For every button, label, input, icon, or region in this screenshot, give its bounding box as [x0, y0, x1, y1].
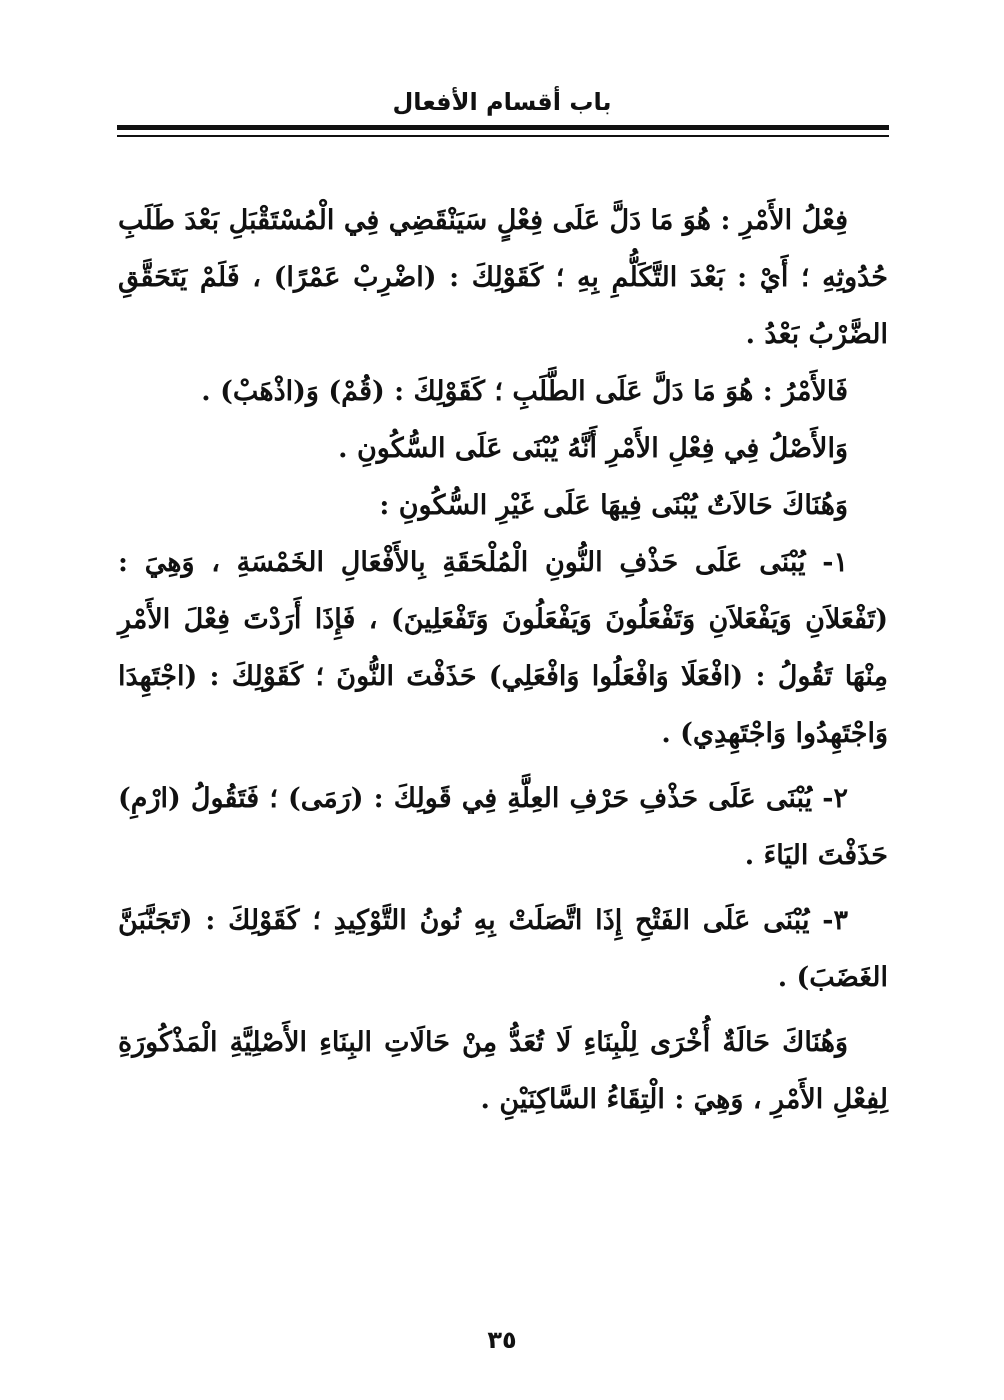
paragraph-other-case: وَهُنَاكَ حَالَةٌ أُخْرَى لِلْبِنَاءِ لَا تُعَدُّ مِنْ حَالَاتِ البِنَاءِ الأَصْلِيَّةِ الْمَذْكُورَةِ لِفِعْلِ الأَمْرِ ، وَهِيَ : الْتِقَاءُ السَّاكِنَيْنِ .: [118, 1027, 888, 1115]
page-header-title: باب أقسام الأفعال: [392, 88, 612, 116]
paragraph-case-3: ٣- يُبْنَى عَلَى الفَتْحِ إِذَا اتَّصَلَتْ بِهِ نُونُ التَّوْكِيدِ ؛ كَقَوْلِكَ : (تَجَنَّبَنَّ الغَضَبَ) .: [118, 905, 888, 993]
page-body: [118, 192, 888, 1128]
paragraph-case-1: ١- يُبْنَى عَلَى حَذْفِ النُّونِ الْمُلْحَقَةِ بِالأَفْعَالِ الخَمْسَةِ ، وَهِيَ : (تَفْعَلاَنِ وَيَفْعَلاَنِ وَتَفْعَلُونَ وَيَفْعَلُونَ وَتَفْعَلِينَ) ، فَإِذَا أَرَدْتَ فِعْلَ الأَمْرِ مِنْهَا تَقُولُ : (افْعَلَا وَافْعَلُوا وَافْعَلِي) حَذَفْتَ النُّونَ ؛ كَقَوْلِكَ : (اجْتَهِدَا وَاجْتَهِدُوا وَاجْتَهِدِي) .: [118, 547, 888, 749]
header-rule-thick: [117, 125, 889, 130]
header-rule-thin: [117, 135, 889, 137]
page-number: ٣٥: [487, 1326, 517, 1354]
paragraph-case-2: ٢- يُبْنَى عَلَى حَذْفِ حَرْفِ العِلَّةِ فِي قَولِكَ : (رَمَى) ؛ فَتَقُولُ (ارْمِ) حَذَفْتَ اليَاءَ .: [118, 783, 888, 871]
paragraph-definition: فِعْلُ الأَمْرِ : هُوَ مَا دَلَّ عَلَى فِعْلٍ سَيَنْقَضِي فِي الْمُسْتَقْبَلِ بَعْدَ طَلَبِ حُدُوثِهِ ؛ أَيْ : بَعْدَ التَّكَلُّمِ بِهِ ؛ كَقَوْلِكَ : (اضْرِبْ عَمْرًا) ، فَلَمْ يَتَحَقَّقِ الضَّرْبُ بَعْدُ .: [118, 205, 888, 350]
paragraph-command: فَالأَمْرُ : هُوَ مَا دَلَّ عَلَى الطَّلَبِ ؛ كَقَوْلِكَ : (قُمْ) وَ(اذْهَبْ) .: [201, 376, 848, 407]
paragraph-base-rule: وَالأَصْلُ فِي فِعْلِ الأَمْرِ أَنَّهُ يُبْنَى عَلَى السُّكُونِ .: [338, 433, 848, 464]
paragraph-exceptions-intro: وَهُنَاكَ حَالاَتٌ يُبْنَى فِيهَا عَلَى غَيْرِ السُّكُونِ :: [379, 490, 848, 521]
